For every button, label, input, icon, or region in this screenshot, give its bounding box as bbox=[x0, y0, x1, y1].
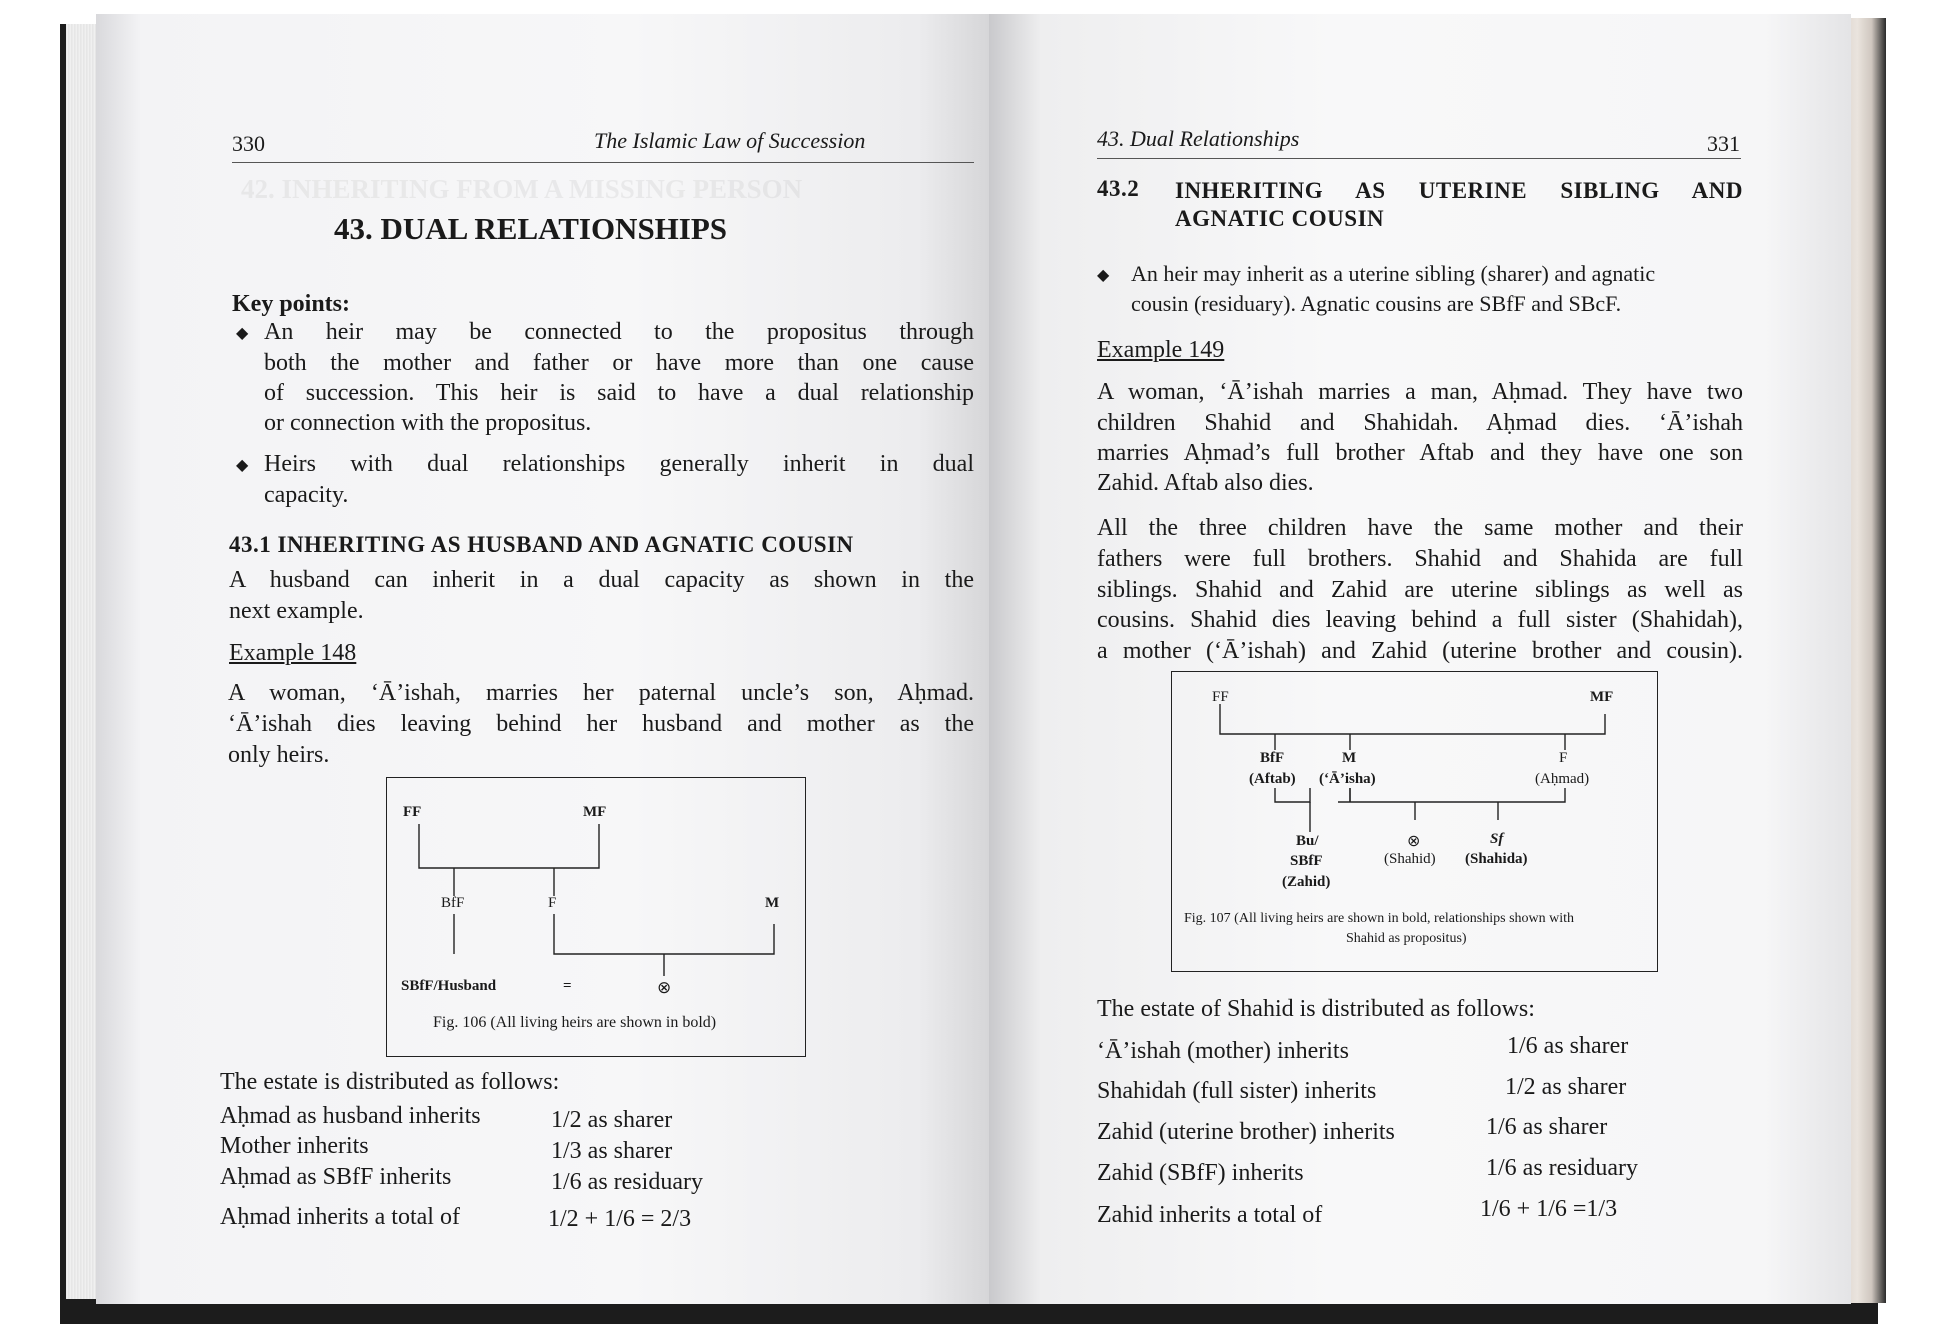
bullet-icon: ◆ bbox=[236, 457, 249, 474]
label-ff: FF bbox=[1212, 689, 1229, 705]
distribution-heir: Aḥmad as husband inherits bbox=[220, 1103, 481, 1129]
example-text: children Shahid and Shahidah. Aḥmad dies. ‘Ā’ishah bbox=[1097, 410, 1743, 436]
bullet-line: both the mother and father or have more than one cause bbox=[264, 350, 974, 376]
example-label: Example 148 bbox=[229, 640, 357, 666]
label-mf: MF bbox=[583, 804, 607, 820]
label-f: F bbox=[548, 895, 557, 911]
key-points-label: Key points: bbox=[232, 291, 351, 317]
section-intro: next example. bbox=[229, 598, 364, 624]
running-header: 43. Dual Relationships bbox=[1097, 126, 1300, 151]
distribution-heir: Shahidah (full sister) inherits bbox=[1097, 1078, 1377, 1104]
bullet-line: An heir may inherit as a uterine sibling (sharer) and agnatic bbox=[1131, 261, 1656, 286]
example-label: Example 149 bbox=[1097, 337, 1225, 363]
distribution-share: 1/6 as sharer bbox=[1486, 1114, 1608, 1140]
bullet-line: capacity. bbox=[264, 482, 349, 508]
example-text: A woman, ‘Ā’ishah marries a man, Aḥmad. They have two bbox=[1097, 379, 1743, 405]
distribution-heir: Aḥmad as SBfF inherits bbox=[220, 1164, 452, 1190]
distribution-heir: Mother inherits bbox=[220, 1133, 369, 1159]
chapter-title: 43. DUAL RELATIONSHIPS bbox=[334, 211, 728, 246]
label-m: M bbox=[1342, 750, 1357, 766]
example-text: A woman, ‘Ā’ishah, marries her paternal uncle’s son, Aḥmad. bbox=[228, 680, 974, 706]
header-rule bbox=[1097, 158, 1741, 159]
example-text: marries Aḥmad’s full brother Aftab and they have one son bbox=[1097, 440, 1743, 466]
bullet-line: Heirs with dual relationships generally inherit in dual bbox=[264, 451, 974, 477]
distribution-intro: The estate of Shahid is distributed as follows: bbox=[1097, 996, 1535, 1022]
page-number: 330 bbox=[232, 131, 265, 156]
section-intro: A husband can inherit in a dual capacity as shown in the bbox=[229, 567, 974, 593]
distribution-share: 1/6 as sharer bbox=[1507, 1033, 1629, 1059]
example-text: Zahid. Aftab also dies. bbox=[1097, 470, 1314, 496]
label-husband: SBfF/Husband bbox=[401, 978, 497, 994]
running-header: The Islamic Law of Succession bbox=[594, 128, 866, 153]
distribution-share: 1/6 as residuary bbox=[1486, 1155, 1638, 1181]
bullet-icon: ◆ bbox=[236, 325, 249, 342]
distribution-intro: The estate is distributed as follows: bbox=[220, 1069, 560, 1095]
bullet-line: An heir may be connected to the propositus through bbox=[264, 319, 974, 345]
propositus-symbol: ⊗ bbox=[1407, 833, 1421, 850]
distribution-share: 1/2 + 1/6 = 2/3 bbox=[548, 1206, 692, 1232]
distribution-heir: Zahid (SBfF) inherits bbox=[1097, 1160, 1304, 1186]
family-tree-figure bbox=[1171, 671, 1658, 972]
label-ff: FF bbox=[403, 804, 422, 820]
example-text: cousins. Shahid dies leaving behind a full sister (Shahidah), bbox=[1097, 607, 1743, 633]
section-number: 43.2 bbox=[1097, 176, 1140, 201]
label-sbff: SBfF bbox=[1290, 853, 1323, 869]
label-zahid: (Zahid) bbox=[1282, 874, 1331, 890]
label-bff: BfF bbox=[1260, 750, 1285, 766]
family-tree-figure bbox=[386, 777, 806, 1057]
label-mf: MF bbox=[1590, 689, 1614, 705]
label-f: F bbox=[1559, 750, 1568, 766]
distribution-heir: Zahid (uterine brother) inherits bbox=[1097, 1119, 1395, 1145]
label-ahmad: (Aḥmad) bbox=[1535, 771, 1590, 787]
header-rule bbox=[232, 162, 974, 163]
figure-caption: Shahid as propositus) bbox=[1346, 931, 1467, 946]
example-text: All the three children have the same mother and their bbox=[1097, 515, 1743, 541]
example-text: a mother (‘Ā’ishah) and Zahid (uterine brother and cousin). bbox=[1097, 638, 1743, 664]
propositus-symbol: ⊗ bbox=[657, 978, 672, 997]
bullet-line: of succession. This heir is said to have a dual relationship bbox=[264, 380, 974, 406]
bullet-line: cousin (residuary). Agnatic cousins are SBfF and SBcF. bbox=[1131, 291, 1622, 316]
example-text: only heirs. bbox=[228, 742, 330, 768]
bleed-through-text: 42. INHERITING FROM A MISSING PERSON bbox=[241, 174, 803, 204]
label-shahid: (Shahid) bbox=[1384, 851, 1436, 867]
distribution-share: 1/2 as sharer bbox=[551, 1107, 673, 1133]
bullet-line: or connection with the propositus. bbox=[264, 410, 592, 436]
label-sf: Sf bbox=[1490, 831, 1504, 847]
bullet-icon: ◆ bbox=[1097, 267, 1110, 284]
distribution-share: 1/2 as sharer bbox=[1505, 1074, 1627, 1100]
label-aftab: (Aftab) bbox=[1249, 771, 1296, 787]
section-heading: 43.1 INHERITING AS HUSBAND AND AGNATIC COUSIN bbox=[229, 532, 854, 557]
left-page bbox=[96, 14, 989, 1304]
label-aisha: (‘Ā’isha) bbox=[1319, 771, 1376, 787]
distribution-share: 1/6 as residuary bbox=[551, 1169, 703, 1195]
label-bu: Bu/ bbox=[1296, 833, 1319, 849]
distribution-share: 1/3 as sharer bbox=[551, 1138, 673, 1164]
distribution-heir: ‘Ā’ishah (mother) inherits bbox=[1097, 1038, 1349, 1064]
label-m: M bbox=[765, 895, 780, 911]
example-text: ‘Ā’ishah dies leaving behind her husband and mother as the bbox=[228, 711, 974, 737]
label-shahida: (Shahida) bbox=[1465, 851, 1528, 867]
distribution-heir: Zahid inherits a total of bbox=[1097, 1202, 1323, 1228]
distribution-heir: Aḥmad inherits a total of bbox=[220, 1204, 460, 1230]
example-text: fathers were full brothers. Shahid and Shahida are full bbox=[1097, 546, 1743, 572]
example-text: siblings. Shahid and Zahid are uterine siblings as well as bbox=[1097, 577, 1743, 603]
book-page-edges-left bbox=[66, 24, 96, 1299]
figure-caption: Fig. 106 (All living heirs are shown in bold) bbox=[433, 1014, 717, 1031]
right-page bbox=[989, 14, 1851, 1304]
label-equals: = bbox=[563, 978, 572, 994]
section-heading: INHERITING AS UTERINE SIBLING AND bbox=[1175, 178, 1743, 203]
figure-caption: Fig. 107 (All living heirs are shown in bold, relationships shown with bbox=[1184, 911, 1575, 926]
label-bff: BfF bbox=[441, 895, 465, 911]
section-heading: AGNATIC COUSIN bbox=[1175, 206, 1385, 231]
page-number: 331 bbox=[1707, 131, 1740, 156]
distribution-share: 1/6 + 1/6 =1/3 bbox=[1480, 1196, 1618, 1222]
